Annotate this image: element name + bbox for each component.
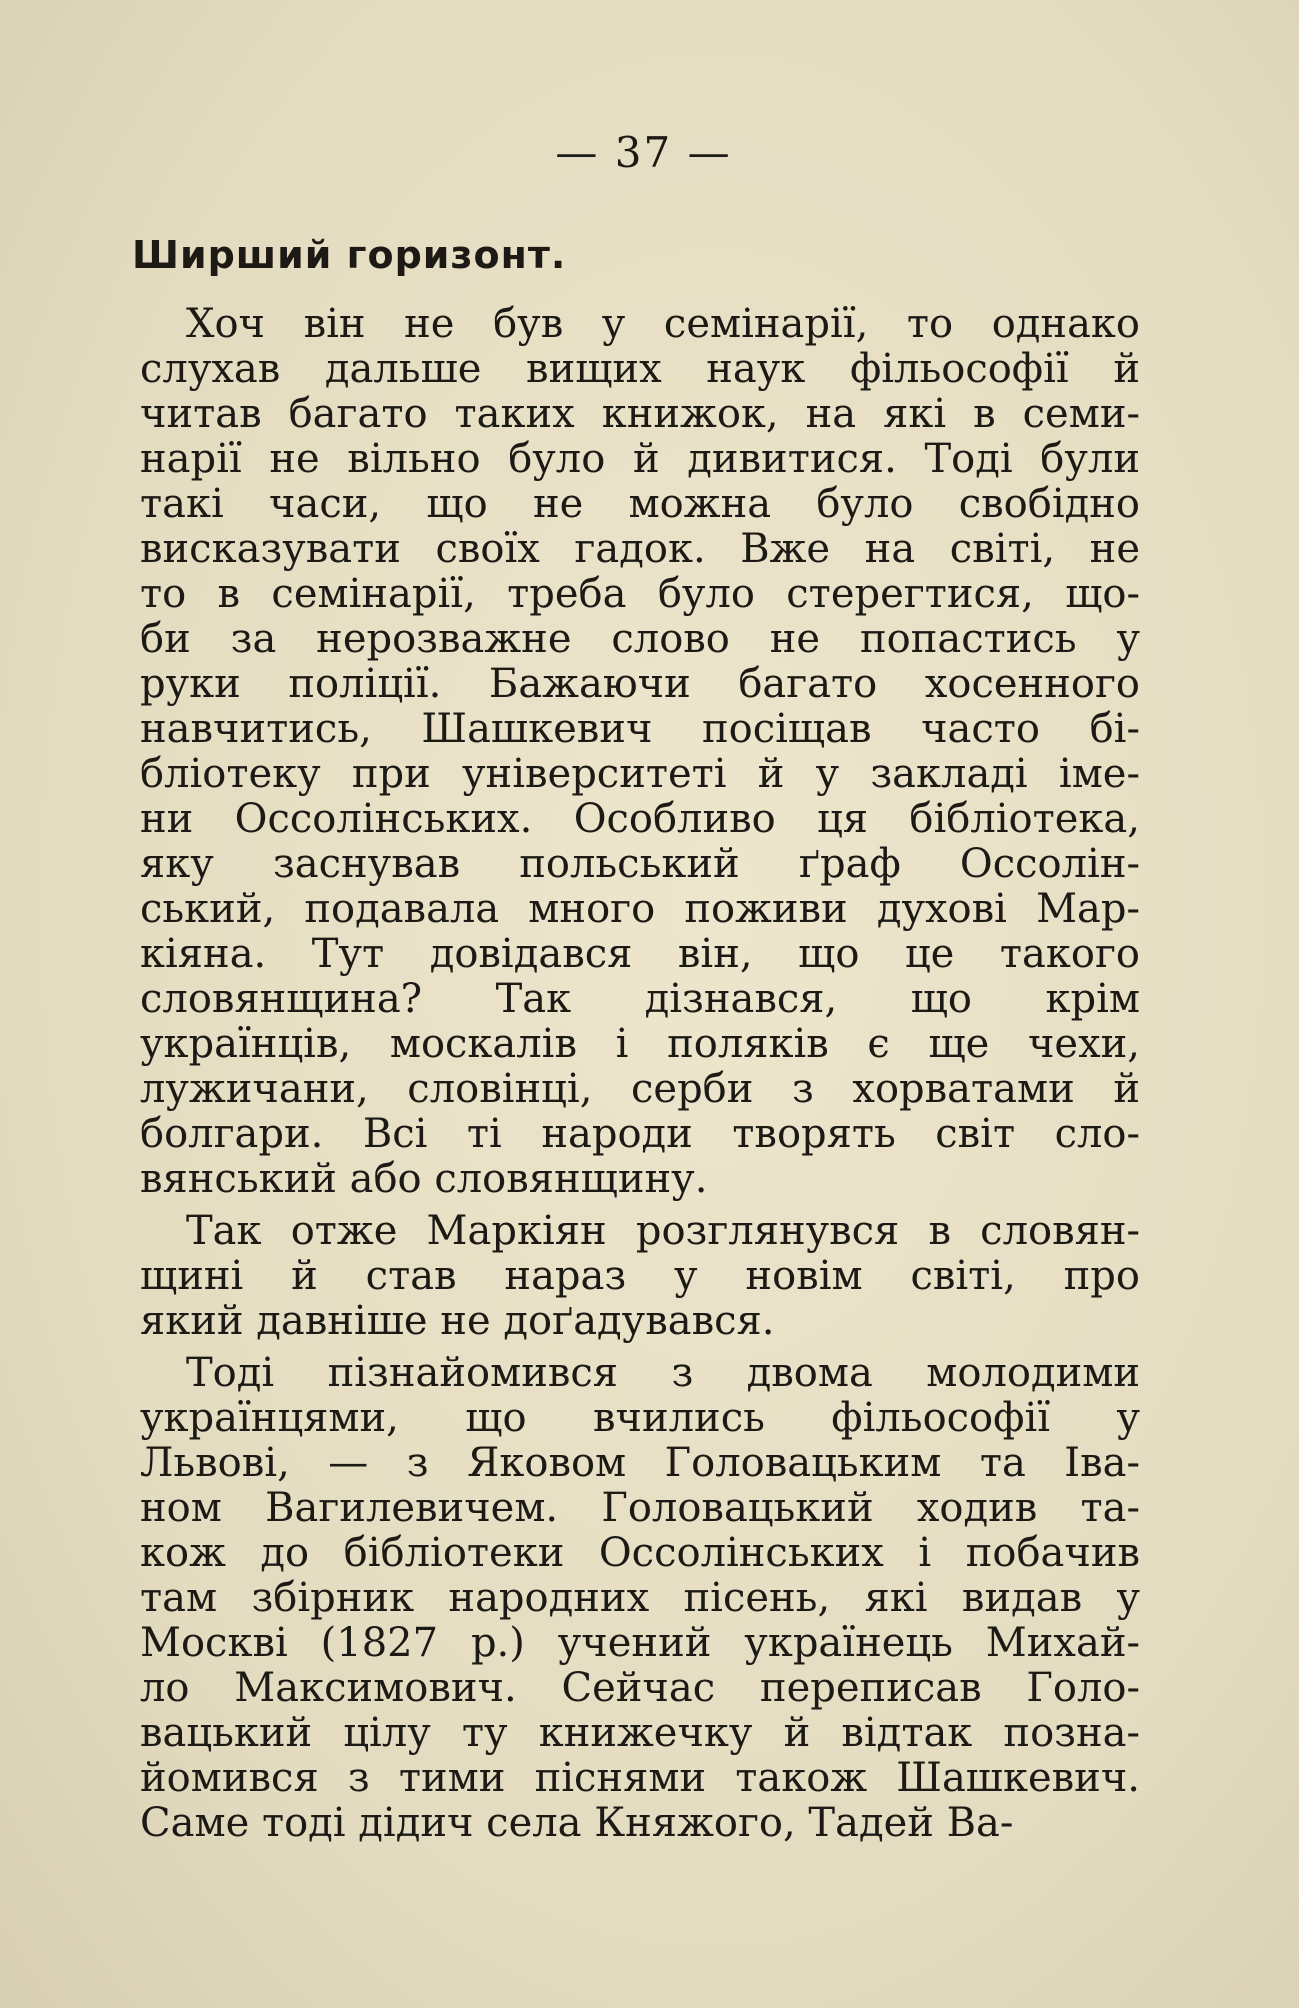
text-line: словянщина? Так дізнався, що крім: [140, 976, 1140, 1022]
text-line: ський, подавала много поживи духові Мар-: [140, 886, 1140, 932]
text-line: бліотеку при університеті й у закладі іме-: [140, 751, 1140, 797]
text-line: висказувати своїх гадок. Вже на світі, не: [140, 526, 1140, 572]
text-line: йомився з тими піснями також Шашкевич.: [140, 1755, 1140, 1801]
text-line: кож до бібліотеки Оссолінських і побачив: [140, 1530, 1140, 1576]
text-line: щині й став нараз у новім світі, про: [140, 1253, 1140, 1299]
text-line: болгари. Всі ті народи творять світ сло-: [140, 1111, 1140, 1157]
section-heading: Ширший горизонт.: [132, 233, 567, 277]
text-line: ном Вагилевичем. Головацький ходив та-: [140, 1485, 1140, 1531]
text-line: вянський або словянщину.: [140, 1156, 708, 1202]
text-line: читав багато таких книжок, на які в семи-: [140, 391, 1140, 437]
text-line: руки поліції. Бажаючи багато хосенного: [140, 661, 1140, 707]
text-line: Хоч він не був у семінарії, то однако: [186, 301, 1140, 347]
text-line: українцями, що вчились фільософії у: [140, 1395, 1140, 1441]
paragraph: [140, 302, 1140, 1202]
text-line: українців, москалів і поляків є ще чехи,: [140, 1021, 1140, 1067]
text-line: Саме тоді дідич села Княжого, Тадей Ва-: [140, 1800, 1014, 1846]
text-line: би за нерозважне слово не попастись у: [140, 616, 1140, 662]
text-line: такі часи, що не можна було свобідно: [140, 481, 1140, 527]
text-line: яку заснував польський ґраф Оссолін-: [140, 841, 1140, 887]
text-line: навчитись, Шашкевич посіщав часто бі-: [140, 706, 1140, 752]
text-line: Тоді пізнайомився з двома молодими: [186, 1350, 1140, 1396]
text-line: кіяна. Тут довідався він, що це такого: [140, 931, 1140, 977]
text-line: лужичани, словінці, серби з хорватами й: [140, 1066, 1140, 1112]
text-line: Так отже Маркіян розглянувся в словян-: [186, 1208, 1140, 1254]
text-line: Львові, — з Яковом Головацьким та Іва-: [140, 1440, 1140, 1486]
text-line: ло Максимович. Сейчас переписав Голо-: [140, 1665, 1140, 1711]
text-line: там збірник народних пісень, які видав у: [140, 1575, 1140, 1621]
text-line: слухав дальше вищих наук фільософії й: [140, 346, 1140, 392]
text-line: нарії не вільно було й дивитися. Тоді були: [140, 436, 1140, 482]
page-number: — 37 —: [555, 128, 732, 177]
paragraph: [140, 1209, 1140, 1344]
text-line: вацький цілу ту книжечку й відтак позна-: [140, 1710, 1140, 1756]
paragraph: [140, 1351, 1140, 1846]
text-line: який давніше не доґадувався.: [140, 1298, 775, 1344]
text-line: ни Оссолінських. Особливо ця бібліотека,: [140, 796, 1140, 842]
text-line: Москві (1827 р.) учений українець Михай-: [140, 1620, 1140, 1666]
text-line: то в семінарії, треба було стерегтися, що-: [140, 571, 1140, 617]
